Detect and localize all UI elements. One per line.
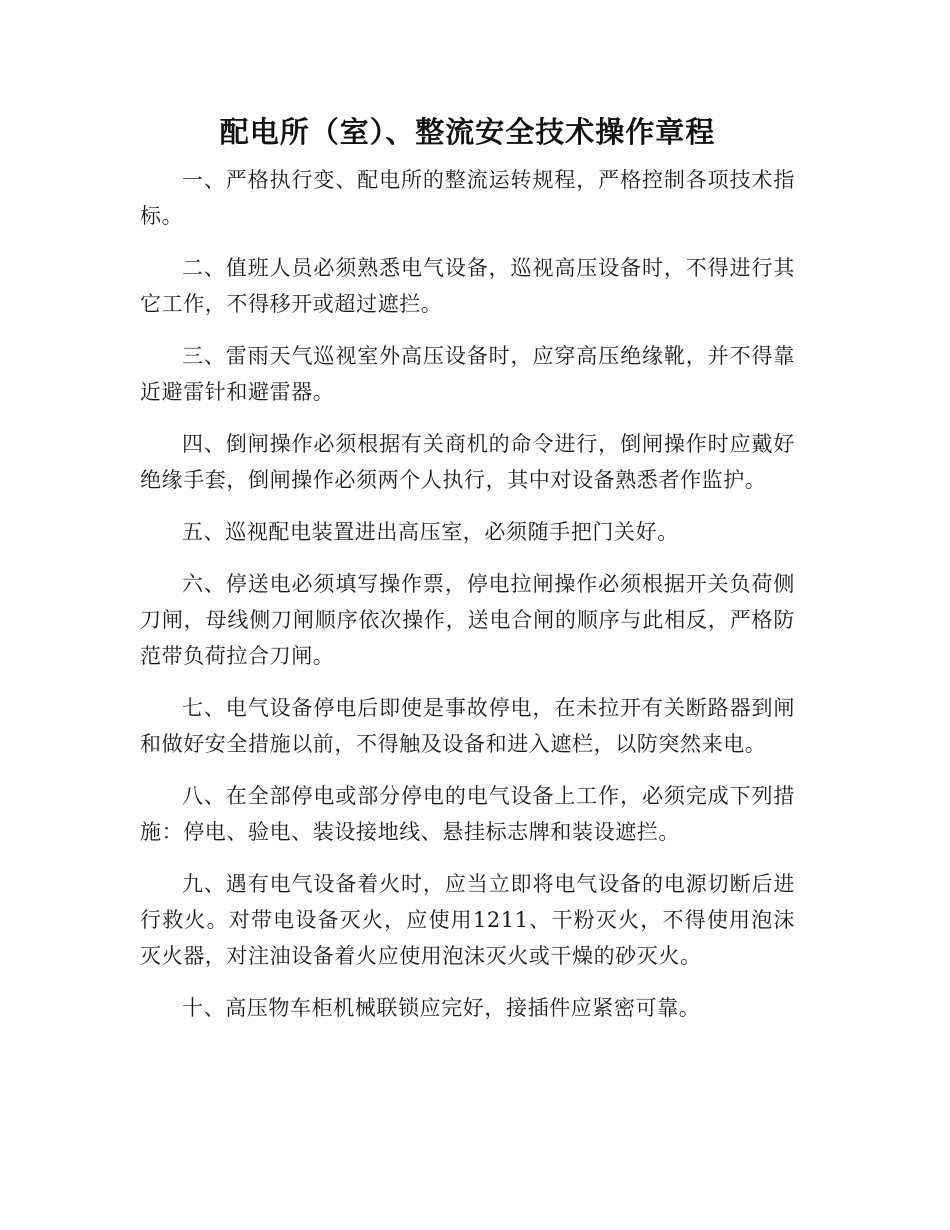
clause-1: 一、严格执行变、配电所的整流运转规程，严格控制各项技术指标。 (140, 168, 795, 228)
clause-8: 八、在全部停电或部分停电的电气设备上工作，必须完成下列措施：停电、验电、装设接地线、悬挂标志牌和装设遮拦。 (140, 784, 795, 844)
clause-5: 五、巡视配电装置进出高压室，必须随手把门关好。 (182, 520, 679, 544)
document-title: 配电所（室）、整流安全技术操作章程 (219, 115, 716, 149)
clause-4: 四、倒闸操作必须根据有关商机的命令进行，倒闸操作时应戴好绝缘手套，倒闸操作必须两个人执行，其中对设备熟悉者作监护。 (140, 432, 795, 492)
clause-7: 七、电气设备停电后即使是事故停电，在未拉开有关断路器到闸和做好安全措施以前，不得触及设备和进入遮栏，以防突然来电。 (140, 696, 795, 756)
clause-9: 九、遇有电气设备着火时，应当立即将电气设备的电源切断后进行救火。对带电设备灭火，应使用1211、干粉灭火，不得使用泡沫灭火器，对注油设备着火应使用泡沫灭火或干燥的砂灭火。 (140, 872, 795, 968)
clause-6: 六、停送电必须填写操作票，停电拉闸操作必须根据开关负荷侧刀闸，母线侧刀闸顺序依次操作，送电合闸的顺序与此相反，严格防范带负荷拉合刀闸。 (140, 572, 795, 668)
clause-3: 三、雷雨天气巡视室外高压设备时，应穿高压绝缘靴，并不得靠近避雷针和避雷器。 (140, 344, 795, 404)
clause-2: 二、值班人员必须熟悉电气设备，巡视高压设备时，不得进行其它工作，不得移开或超过遮拦。 (140, 256, 795, 316)
document-page (140, 112, 795, 1042)
clause-10: 十、高压物车柜机械联锁应完好，接插件应紧密可靠。 (182, 996, 701, 1020)
